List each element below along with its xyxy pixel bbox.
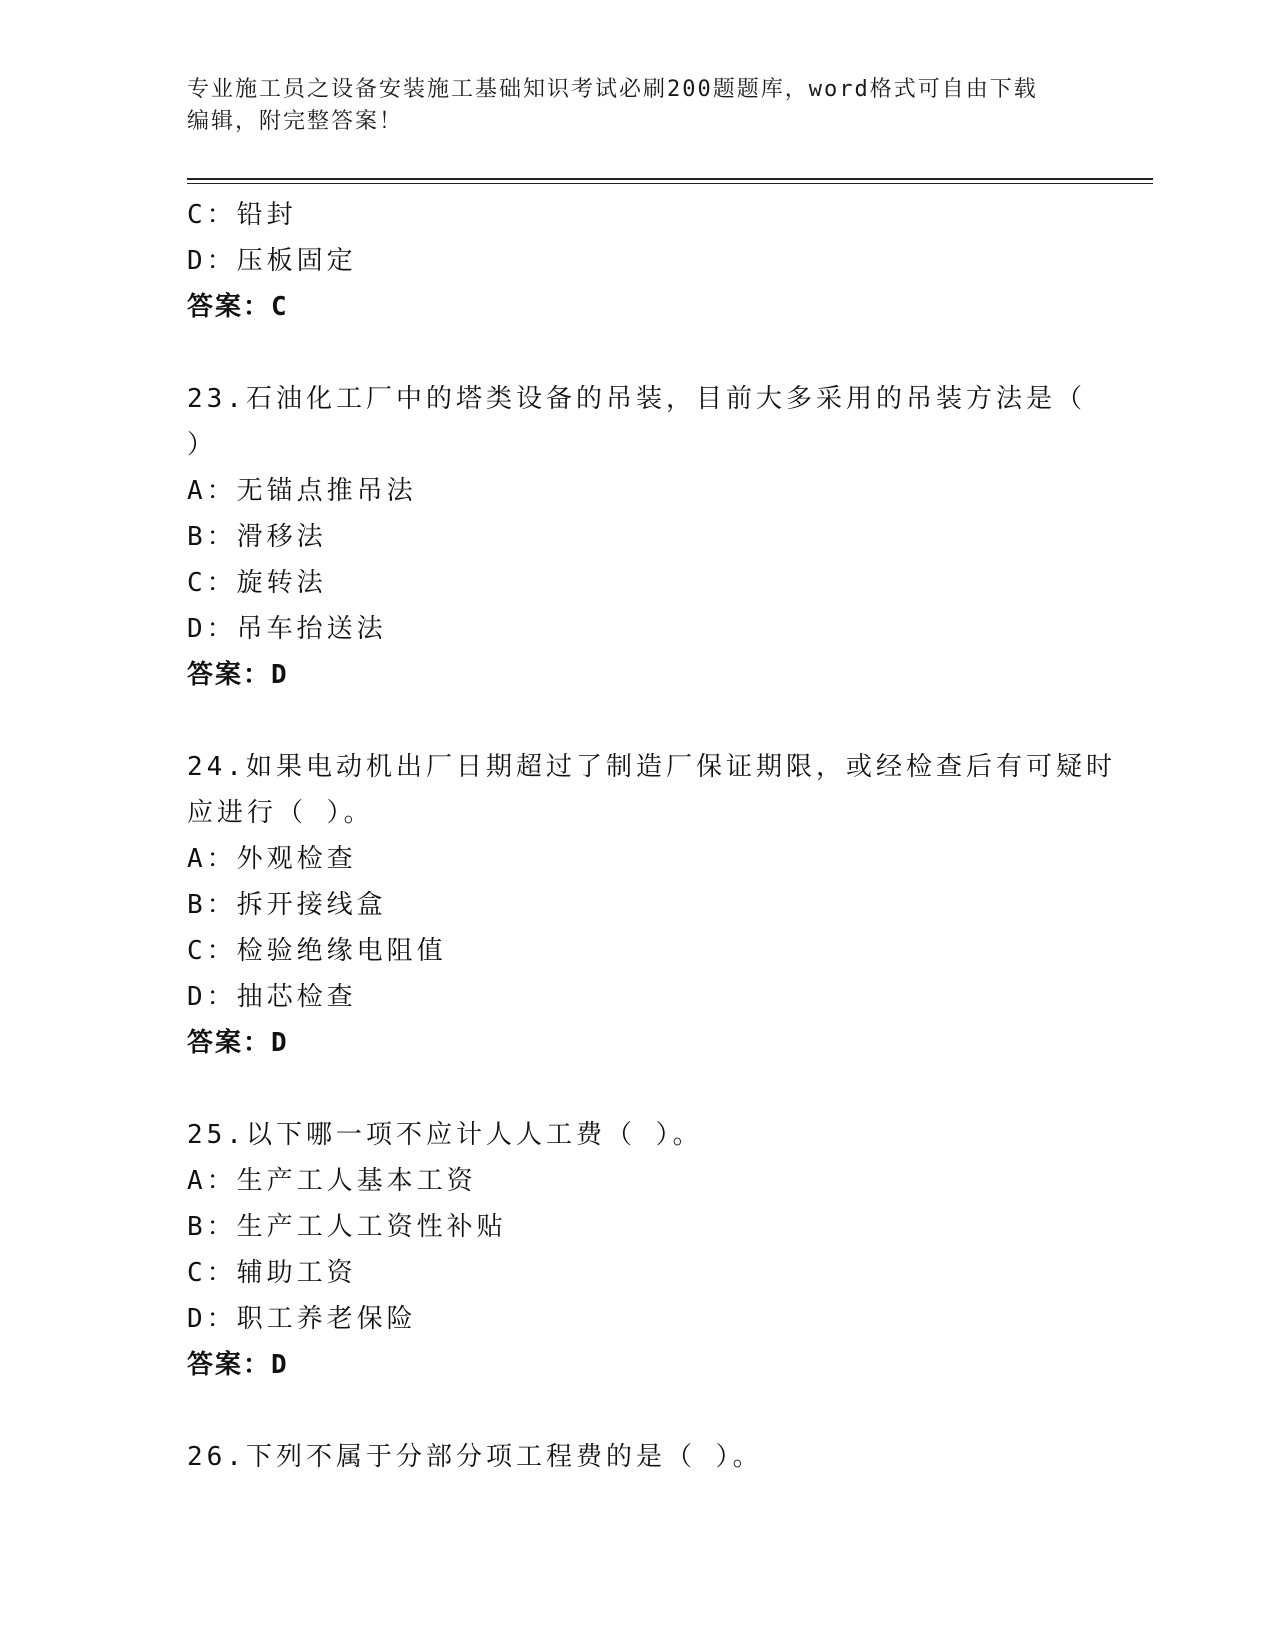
question-block-23 [187,376,1137,698]
page-header [187,74,1067,138]
question-text: 24.如果电动机出厂日期超过了制造厂保证期限，或经检查后有可疑时 [187,752,1116,782]
option-a: A：无锚点推吊法 [187,476,417,506]
option-c: C：铅封 [187,200,297,230]
option-a: A：生产工人基本工资 [187,1166,477,1196]
question-text: 23.石油化工厂中的塔类设备的吊装，目前大多采用的吊装方法是（ [187,384,1086,414]
option-c: C：检验绝缘电阻值 [187,936,447,966]
option-c: C：旋转法 [187,568,327,598]
header-line-1: 专业施工员之设备安装施工基础知识考试必刷200题题库，word格式可自由下载 [187,77,1038,102]
header-divider-thick [187,178,1153,180]
answer-line: 答案：D [187,1350,289,1380]
spacer [187,330,1137,376]
question-text-continued: 应进行（ ）。 [187,798,374,828]
option-b: B：滑移法 [187,522,327,552]
question-text: 25.以下哪一项不应计人人工费（ ）。 [187,1120,703,1150]
question-list [187,192,1137,1480]
question-block-24 [187,744,1137,1066]
option-c: C：辅助工资 [187,1258,357,1288]
option-b: B：拆开接线盒 [187,890,387,920]
option-d: D：职工养老保险 [187,1304,417,1334]
header-line-2: 编辑，附完整答案！ [187,109,404,134]
answer-line: 答案：D [187,1028,289,1058]
answer-line: 答案：D [187,660,289,690]
option-a: A：外观检查 [187,844,357,874]
question-block-25 [187,1112,1137,1388]
option-d: D：抽芯检查 [187,982,357,1012]
answer-line: 答案：C [187,292,289,322]
option-d: D：压板固定 [187,246,357,276]
question-text-continued: ） [187,430,218,460]
option-d: D：吊车抬送法 [187,614,387,644]
question-block-26 [187,1434,1137,1480]
header-divider-thin [187,183,1153,184]
spacer [187,1066,1137,1112]
question-text: 26.下列不属于分部分项工程费的是（ ）。 [187,1442,763,1472]
question-block-22 [187,192,1137,330]
spacer [187,698,1137,744]
spacer [187,1388,1137,1434]
option-b: B：生产工人工资性补贴 [187,1212,507,1242]
